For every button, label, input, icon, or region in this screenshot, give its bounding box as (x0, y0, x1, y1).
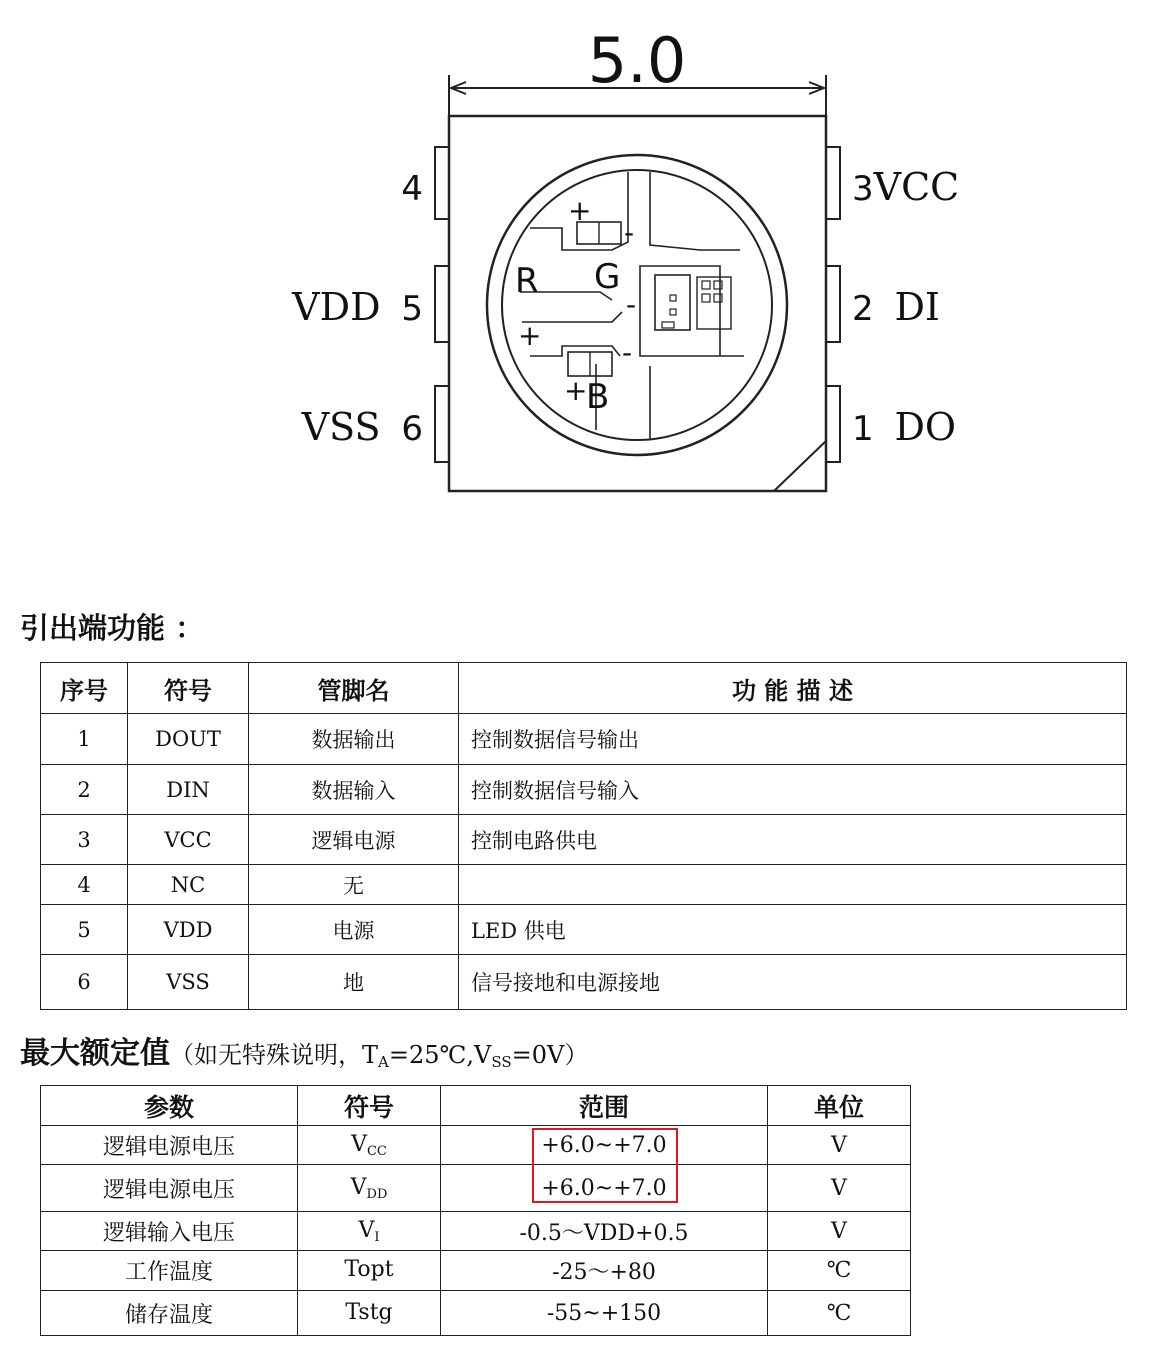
pin-function-heading: 引出端功能 ： (20, 611, 205, 645)
cell-unit: V (768, 1165, 911, 1212)
table-header-row (41, 1086, 911, 1126)
pad-3 (826, 147, 840, 219)
col-header-index: 序号 (41, 663, 128, 714)
max-rating-title: 最大额定值 (20, 1036, 170, 1071)
plus-mark-top: + (568, 194, 592, 227)
cell-parameter: 储存温度 (41, 1291, 298, 1336)
cell-parameter: 逻辑电源电压 (41, 1165, 298, 1212)
table-row (41, 1291, 911, 1336)
cell-range: -0.5～VDD+0.5 (441, 1212, 768, 1251)
cell-symbol: DIN (128, 765, 249, 815)
lens-outer-ring (487, 155, 787, 455)
cell-index: 1 (41, 714, 128, 765)
minus-mark-top: - (624, 216, 635, 249)
plus-mark-left: + (518, 319, 542, 352)
col-header-description: 功 能 描 述 (459, 663, 1127, 714)
cell-description: 控制电路供电 (459, 815, 1127, 865)
cell-description: 控制数据信号输出 (459, 714, 1127, 765)
cell-description: 信号接地和电源接地 (459, 955, 1127, 1010)
cell-parameter: 逻辑输入电压 (41, 1212, 298, 1251)
pin-6-label: VSS 6 (301, 405, 423, 449)
package-body (449, 116, 826, 491)
pin-3-label: 3VCC (852, 165, 960, 209)
pin1-marker (774, 441, 826, 491)
cell-symbol: VDD (128, 905, 249, 955)
cell-range: +6.0~+7.0 (441, 1126, 768, 1165)
pad-1 (826, 386, 840, 462)
col-header-symbol: 符号 (298, 1086, 441, 1126)
cell-unit: ℃ (768, 1251, 911, 1291)
cell-range: -25～+80 (441, 1251, 768, 1291)
pin-2-name: DI (894, 285, 940, 329)
cell-index: 5 (41, 905, 128, 955)
cell-parameter: 工作温度 (41, 1251, 298, 1291)
cell-symbol: $V_{DD}$ (298, 1165, 441, 1212)
cell-pin-name: 无 (249, 865, 459, 905)
table-row (41, 815, 1127, 865)
table-row (41, 1212, 911, 1251)
cell-description: LED 供电 (459, 905, 1127, 955)
table-row (41, 955, 1127, 1010)
cell-index: 3 (41, 815, 128, 865)
pin-2-label: 2 DI (852, 285, 940, 329)
table-row (41, 905, 1127, 955)
pin-5-label: VDD 5 (292, 285, 423, 329)
cell-index: 2 (41, 765, 128, 815)
pin-3-name: VCC (873, 165, 960, 209)
col-header-symbol: 符号 (128, 663, 249, 714)
cell-unit: V (768, 1126, 911, 1165)
cell-unit: ℃ (768, 1291, 911, 1336)
pin-1-name: DO (894, 405, 957, 449)
cell-pin-name: 逻辑电源 (249, 815, 459, 865)
cell-range: +6.0~+7.0 (441, 1165, 768, 1212)
cell-symbol: Topt (298, 1251, 441, 1291)
cell-index: 4 (41, 865, 128, 905)
table-row (41, 1251, 911, 1291)
range-highlight-box (532, 1128, 678, 1203)
pin-5-name: VDD (292, 285, 381, 329)
pin-1-label: 1 DO (852, 405, 957, 449)
pad-4 (435, 147, 449, 219)
col-header-pin-name: 管脚名 (249, 663, 459, 714)
cell-index: 6 (41, 955, 128, 1010)
cell-symbol: $V_{CC}$ (298, 1126, 441, 1165)
cell-symbol: NC (128, 865, 249, 905)
cell-pin-name: 电源 (249, 905, 459, 955)
max-rating-heading (20, 1028, 588, 1072)
cell-range: -55~+150 (441, 1291, 768, 1336)
col-header-unit: 单位 (768, 1086, 911, 1126)
cell-pin-name: 数据输出 (249, 714, 459, 765)
pin-function-table (40, 662, 1127, 1010)
pin-6-name: VSS (301, 405, 381, 449)
pad-6 (435, 386, 449, 462)
cell-symbol: $V_I$ (298, 1212, 441, 1251)
led-b-label: B (586, 377, 610, 417)
max-rating-table (40, 1085, 911, 1336)
dimension-label: 5.0 (587, 24, 687, 97)
cell-unit: V (768, 1212, 911, 1251)
led-package-diagram (0, 0, 1154, 560)
cell-pin-name: 地 (249, 955, 459, 1010)
minus-mark-mid: - (626, 288, 637, 321)
table-header-row (41, 663, 1127, 714)
led-g-label: G (594, 257, 621, 297)
cell-description (459, 865, 1127, 905)
cell-symbol: DOUT (128, 714, 249, 765)
col-header-range: 范围 (441, 1086, 768, 1126)
table-row (41, 765, 1127, 815)
pad-5 (435, 266, 449, 342)
led-r-label: R (515, 261, 539, 301)
table-row (41, 1126, 911, 1165)
pad-2 (826, 266, 840, 342)
cell-description: 控制数据信号输入 (459, 765, 1127, 815)
table-row (41, 865, 1127, 905)
minus-mark-bottom: - (622, 336, 633, 369)
table-row (41, 1165, 911, 1212)
table-row (41, 714, 1127, 765)
plus-mark-bottom: + (564, 374, 588, 407)
cell-symbol: VSS (128, 955, 249, 1010)
cell-parameter: 逻辑电源电压 (41, 1126, 298, 1165)
max-rating-note: （如无特殊说明，$T_A=25℃,V_{SS}=0V$） (170, 1041, 589, 1071)
pin-4-label: 4 (401, 169, 423, 209)
cell-pin-name: 数据输入 (249, 765, 459, 815)
col-header-parameter: 参数 (41, 1086, 298, 1126)
cell-symbol: Tstg (298, 1291, 441, 1336)
cell-symbol: VCC (128, 815, 249, 865)
